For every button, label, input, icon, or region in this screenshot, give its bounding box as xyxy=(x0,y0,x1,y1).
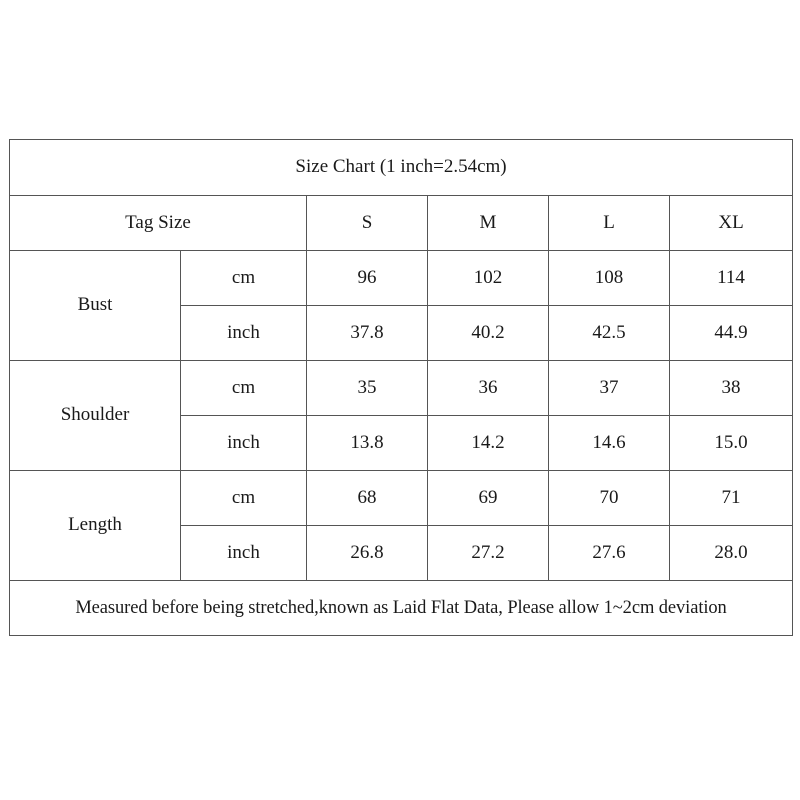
measurement-label-length: Length xyxy=(10,471,181,581)
table-row xyxy=(10,251,793,306)
value-cell: 102 xyxy=(428,251,549,306)
value-cell: 108 xyxy=(549,251,670,306)
header-row xyxy=(10,196,793,251)
value-cell: 70 xyxy=(549,471,670,526)
value-cell: 14.6 xyxy=(549,416,670,471)
value-cell: 71 xyxy=(670,471,793,526)
value-cell: 37.8 xyxy=(307,306,428,361)
value-cell: 68 xyxy=(307,471,428,526)
value-cell: 15.0 xyxy=(670,416,793,471)
size-header-xl: XL xyxy=(670,196,793,251)
unit-cell: inch xyxy=(181,306,307,361)
tag-size-label: Tag Size xyxy=(10,196,307,251)
measurement-note: Measured before being stretched,known as Laid Flat Data, Please allow 1~2cm deviation xyxy=(10,581,793,636)
unit-cell: inch xyxy=(181,416,307,471)
measurement-label-bust: Bust xyxy=(10,251,181,361)
value-cell: 38 xyxy=(670,361,793,416)
size-chart-table xyxy=(9,139,793,636)
value-cell: 96 xyxy=(307,251,428,306)
chart-title: Size Chart (1 inch=2.54cm) xyxy=(10,140,793,196)
measurement-label-shoulder: Shoulder xyxy=(10,361,181,471)
size-header-m: M xyxy=(428,196,549,251)
value-cell: 35 xyxy=(307,361,428,416)
size-header-s: S xyxy=(307,196,428,251)
value-cell: 42.5 xyxy=(549,306,670,361)
value-cell: 114 xyxy=(670,251,793,306)
value-cell: 28.0 xyxy=(670,526,793,581)
value-cell: 27.6 xyxy=(549,526,670,581)
value-cell: 14.2 xyxy=(428,416,549,471)
value-cell: 40.2 xyxy=(428,306,549,361)
value-cell: 27.2 xyxy=(428,526,549,581)
value-cell: 44.9 xyxy=(670,306,793,361)
value-cell: 26.8 xyxy=(307,526,428,581)
unit-cell: inch xyxy=(181,526,307,581)
value-cell: 37 xyxy=(549,361,670,416)
note-row xyxy=(10,581,793,636)
value-cell: 13.8 xyxy=(307,416,428,471)
size-header-l: L xyxy=(549,196,670,251)
table-row xyxy=(10,361,793,416)
value-cell: 69 xyxy=(428,471,549,526)
title-row xyxy=(10,140,793,196)
value-cell: 36 xyxy=(428,361,549,416)
table-row xyxy=(10,471,793,526)
unit-cell: cm xyxy=(181,361,307,416)
unit-cell: cm xyxy=(181,251,307,306)
unit-cell: cm xyxy=(181,471,307,526)
